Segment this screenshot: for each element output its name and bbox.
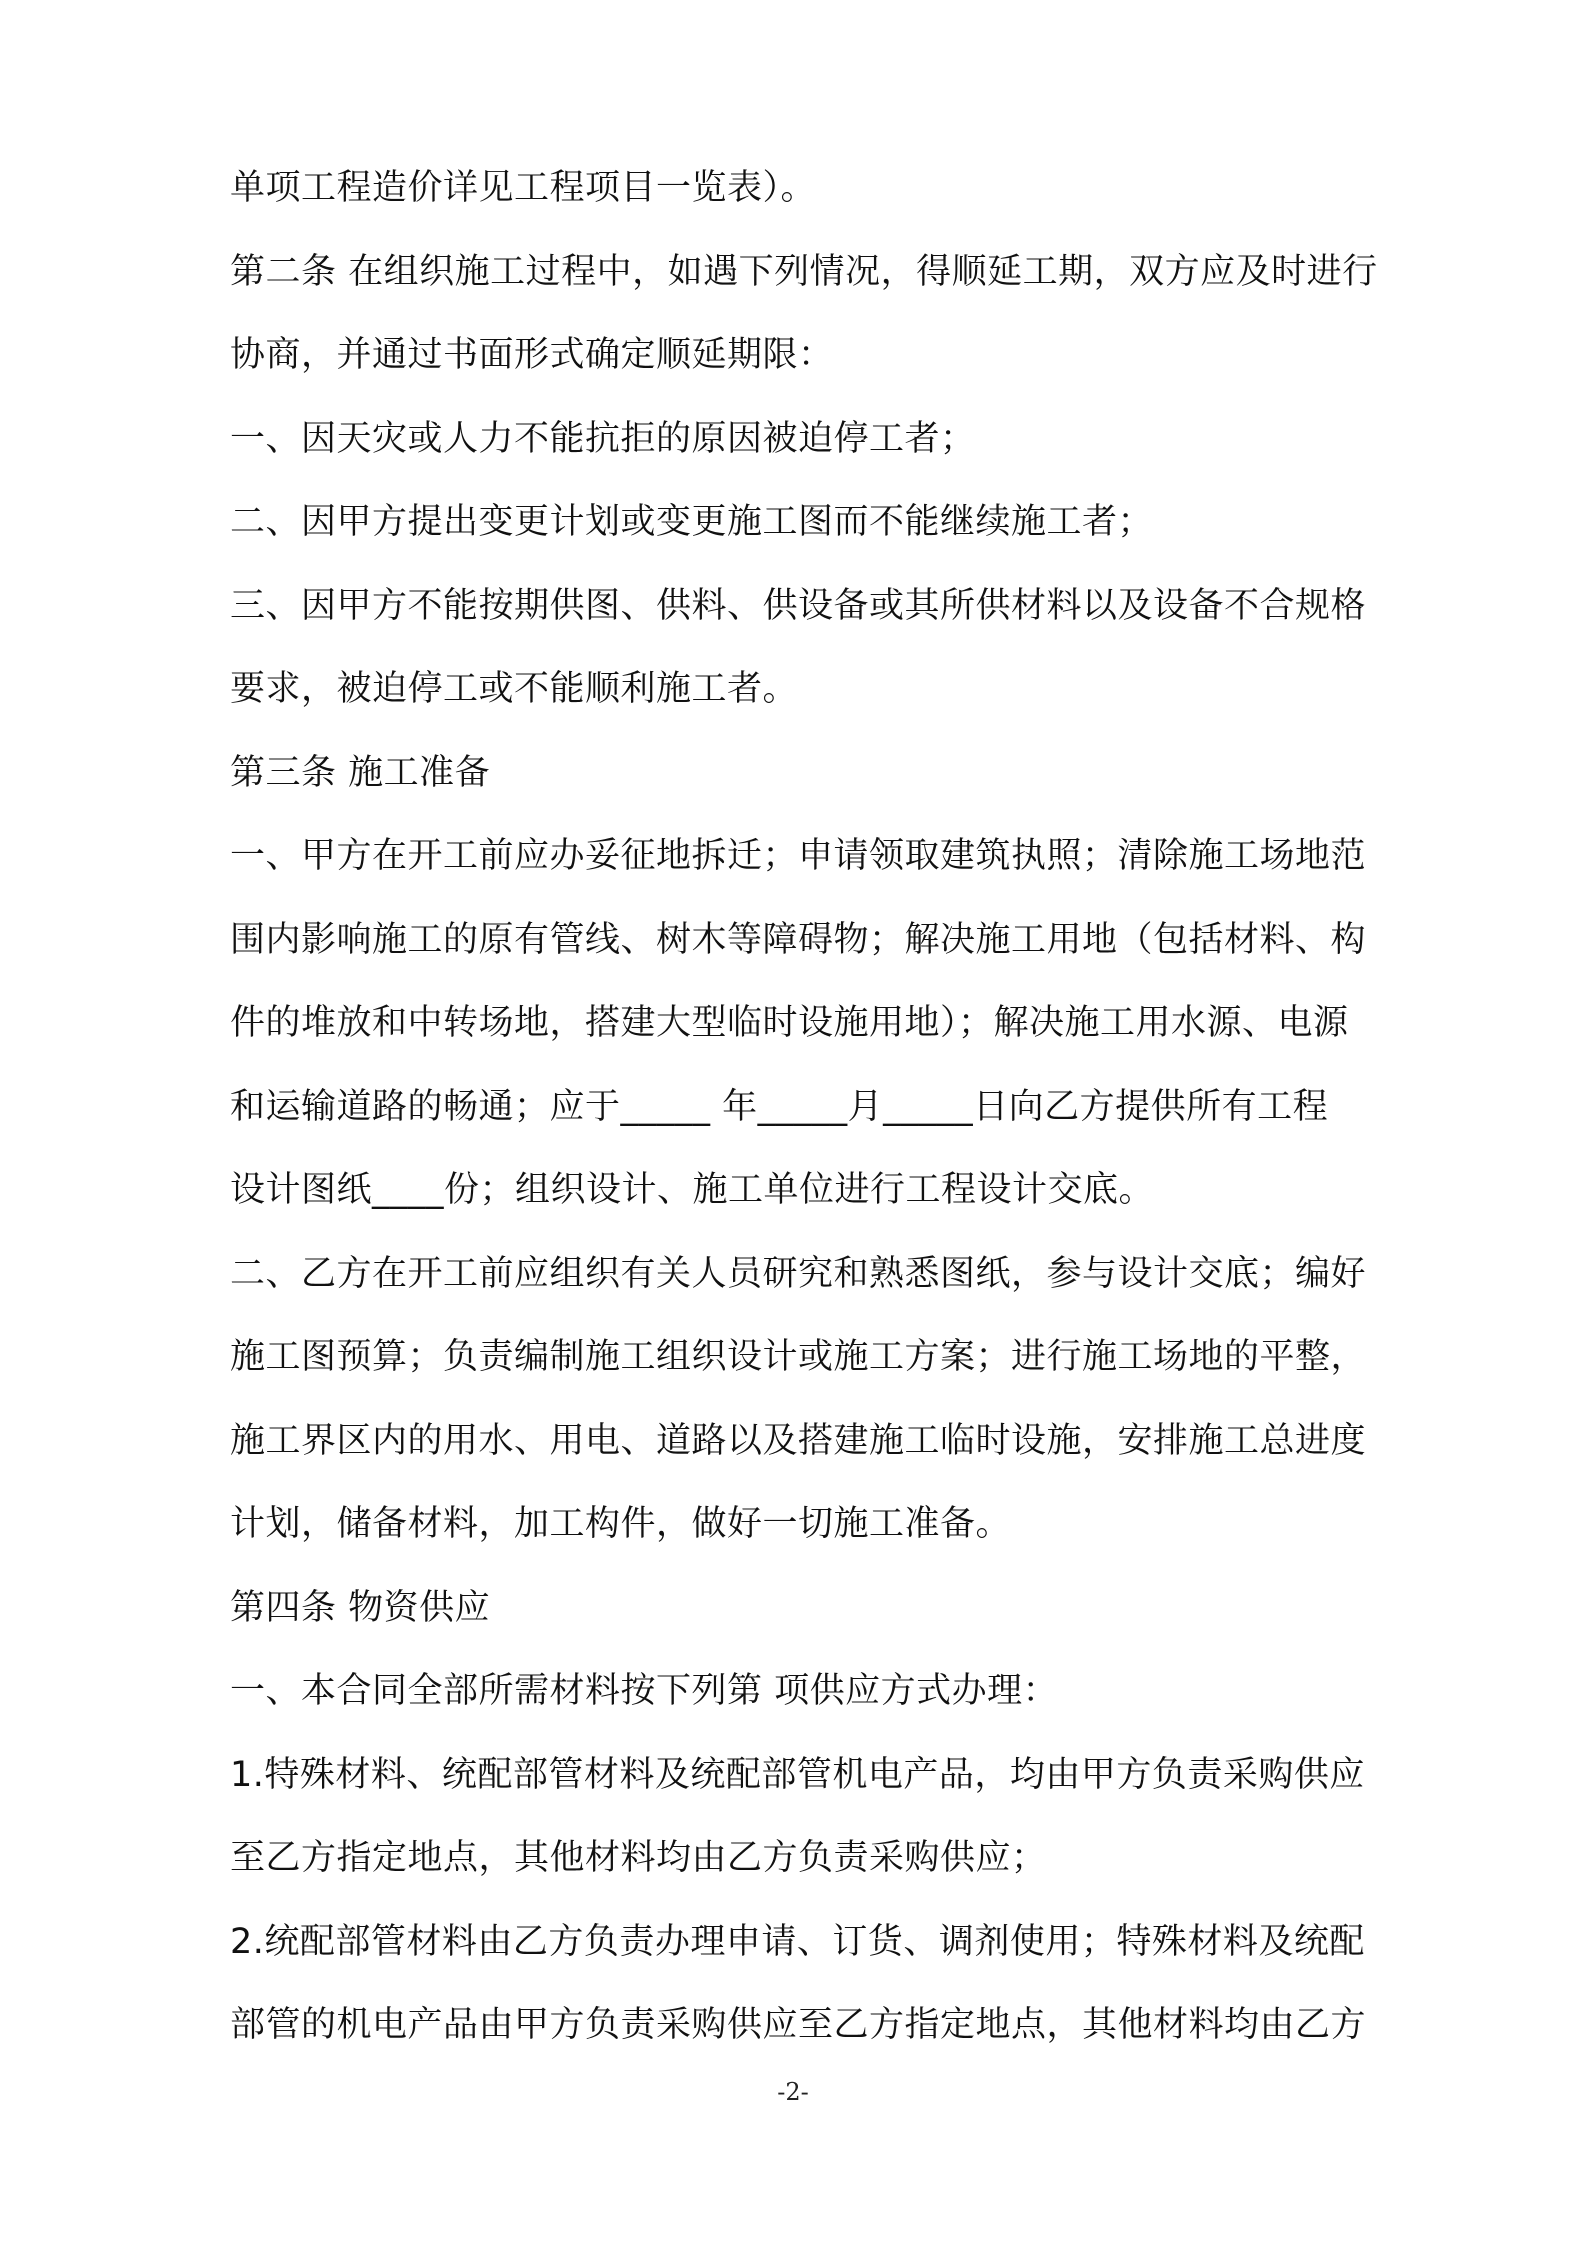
text-line: 一、因天灾或人力不能抗拒的原因被迫停工者；: [230, 418, 976, 459]
article-2-heading-line: 第二条 在组织施工过程中，如遇下列情况，得顺延工期，双方应及时进行: [230, 251, 1378, 292]
text-line: 一、本合同全部所需材料按下列第 项供应方式办理：: [230, 1671, 1059, 1711]
text-line: 至乙方指定地点，其他材料均由乙方负责采购供应；: [230, 1838, 1047, 1878]
page-number: -2-: [777, 2078, 809, 2106]
text-line: 单项工程造价详见工程项目一览表）。: [230, 168, 817, 208]
text-line: 件的堆放和中转场地，搭建大型临时设施用地）；解决施工用水源、电源: [230, 1003, 1349, 1043]
text-line: 二、因甲方提出变更计划或变更施工图而不能继续施工者；: [230, 502, 1154, 542]
text-line: 设计图纸____份；组织设计、施工单位进行工程设计交底。: [230, 1170, 1155, 1210]
text-line: 和运输道路的畅通；应于_____ 年_____月_____日向乙方提供所有工程: [230, 1086, 1329, 1127]
text-line: 要求，被迫停工或不能顺利施工者。: [230, 669, 799, 709]
text-line: 施工图预算；负责编制施工组织设计或施工方案；进行施工场地的平整，: [230, 1337, 1367, 1377]
text-line: 1.特殊材料、统配部管材料及统配部管机电产品，均由甲方负责采购供应: [230, 1754, 1365, 1795]
text-line: 计划，储备材料，加工构件，做好一切施工准备。: [230, 1504, 1012, 1544]
text-line: 二、乙方在开工前应组织有关人员研究和熟悉图纸，参与设计交底；编好: [230, 1253, 1367, 1294]
text-line: 一、甲方在开工前应办妥征地拆迁；申请领取建筑执照；清除施工场地范: [230, 836, 1367, 876]
text-line: 三、因甲方不能按期供图、供料、供设备或其所供材料以及设备不合规格: [230, 585, 1367, 626]
article-3-heading: 第三条 施工准备: [230, 752, 491, 793]
text-line: 协商，并通过书面形式确定顺延期限：: [230, 335, 834, 375]
text-line: 部管的机电产品由甲方负责采购供应至乙方指定地点，其他材料均由乙方: [230, 2005, 1367, 2045]
text-line: 围内影响施工的原有管线、树木等障碍物；解决施工用地（包括材料、构: [230, 919, 1367, 960]
document-body: [230, 156, 1460, 2077]
text-line: 施工界区内的用水、用电、道路以及搭建施工临时设施，安排施工总进度: [230, 1420, 1367, 1461]
article-4-heading: 第四条 物资供应: [230, 1587, 491, 1628]
text-line: 2.统配部管材料由乙方负责办理申请、订货、调剂使用；特殊材料及统配: [230, 1921, 1365, 1962]
